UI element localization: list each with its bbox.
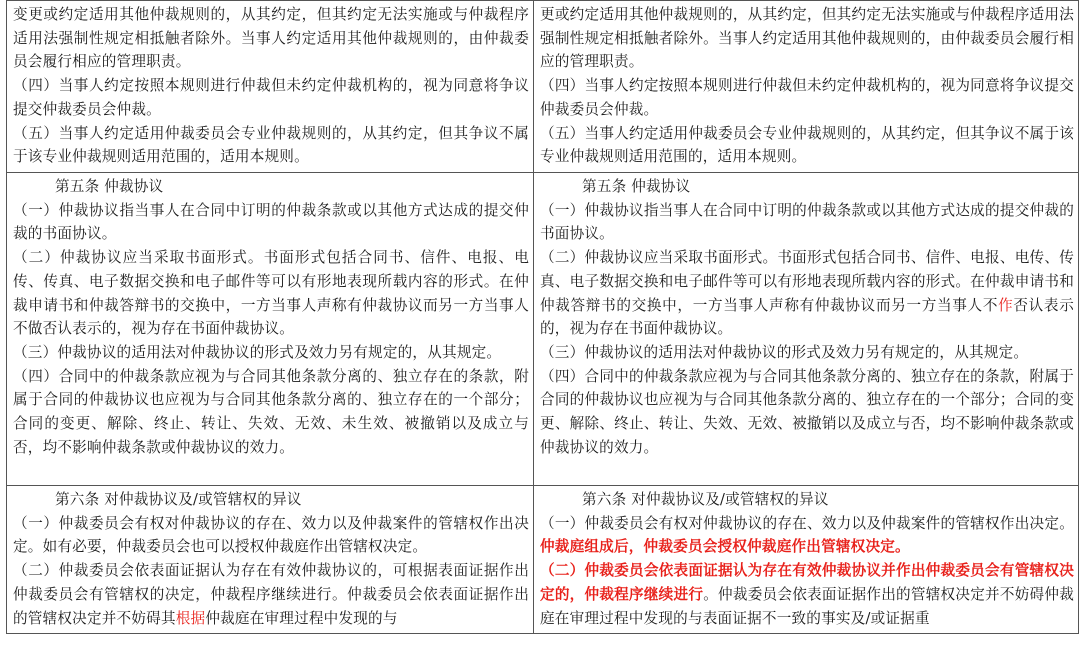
paragraph: （一）仲裁协议指当事人在合同中订明的仲裁条款或以其他方式达成的提交仲裁的书面协议。 [13, 201, 529, 243]
changed-text: 根据 [175, 609, 206, 627]
article-heading: 第五条 仲裁协议 [55, 178, 164, 195]
paragraph-text: 。仲裁委员会依表面证据作出的管辖权决定并不妨碍仲裁庭在审理过程中发现的与表面证据不一致的事实及/或证据重 [540, 585, 1074, 627]
changed-text: （二）仲裁委员会依表面证据认为存在有效仲裁协议并作出仲裁委员会有管辖权决定的，仲裁程序继续进行 [540, 562, 1074, 603]
old-text-cell [7, 486, 534, 634]
article-heading: 第五条 仲裁协议 [582, 178, 691, 195]
paragraph [540, 559, 1074, 630]
paragraph: （四）当事人约定按照本规则进行仲裁但未约定仲裁机构的，视为同意将争议提交仲裁委员会仲裁。 [540, 77, 1074, 118]
changed-text: 作 [998, 296, 1014, 314]
old-text-cell [7, 173, 534, 486]
paragraph-text: （二）仲裁协议应当采取书面形式。书面形式包括合同书、信件、电报、电传、传真、电子数据交换和电子邮件等可以有形地表现所载内容的形式。在仲裁申请书和仲裁答辩书的交换中，一方当事人声称有仲裁协议而另一方当事人不 [540, 249, 1074, 314]
paragraph-text: 仲裁庭在审理过程中发现的与 [205, 609, 398, 627]
table-row [7, 486, 1079, 634]
paragraph-text: 否认表示的，视为存在书面仲裁协议。 [540, 296, 1074, 338]
paragraph: （五）当事人约定适用仲裁委员会专业仲裁规则的，从其约定，但其争议不属于该专业仲裁规则适用范围的，适用本规则。 [540, 124, 1074, 166]
paragraph: （三）仲裁协议的适用法对仲裁协议的形式及效力另有规定的，从其规定。 [13, 343, 502, 361]
paragraph-text: （二）仲裁委员会依表面证据认为存在有效仲裁协议的，可根据表面证据作出仲裁委员会有管辖权的决定，仲裁程序继续进行。仲裁委员会依表面证据作出的管辖权决定并不妨碍其 [13, 562, 529, 627]
paragraph: （一）仲裁协议指当事人在合同中订明的仲裁条款或以其他方式达成的提交仲裁的书面协议。 [540, 201, 1074, 243]
paragraph-text: （一）仲裁委员会有权对仲裁协议的存在、效力以及仲裁案件的管辖权作出决定。 [540, 514, 1074, 532]
paragraph [540, 512, 1074, 559]
article-heading: 第六条 对仲裁协议及/或管辖权的异议 [582, 491, 829, 508]
old-text-cell [7, 1, 534, 173]
paragraph: （二）仲裁协议应当采取书面形式。书面形式包括合同书、信件、电报、电传、传真、电子数据交换和电子邮件等可以有形地表现所载内容的形式。在仲裁申请书和仲裁答辩书的交换中，一方当事人声称有仲裁协议而另一方当事人不做否认表示的，视为存在书面仲裁协议。 [13, 249, 529, 338]
table-row [7, 173, 1079, 486]
new-text-cell [534, 486, 1079, 634]
paragraph: （四）合同中的仲裁条款应视为与合同其他条款分离的、独立存在的条款，附属于合同的仲裁协议也应视为与合同其他条款分离的、独立存在的一个部分；合同的变更、解除、终止、转让、失效、无效、未生效、被撤销以及成立与否，均不影响仲裁条款或仲裁协议的效力。 [13, 367, 529, 456]
paragraph: （三）仲裁协议的适用法对仲裁协议的形式及效力另有规定的，从其规定。 [540, 343, 1029, 361]
new-text-cell [534, 1, 1079, 173]
comparison-table [6, 0, 1079, 634]
paragraph: （四）当事人约定按照本规则进行仲裁但未约定仲裁机构的，视为同意将争议提交仲裁委员会仲裁。 [13, 77, 529, 118]
paragraph: （一）仲裁委员会有权对仲裁协议的存在、效力以及仲裁案件的管辖权作出决定。如有必要，仲裁委员会也可以授权仲裁庭作出管辖权决定。 [13, 514, 529, 556]
table-row [7, 1, 1079, 173]
changed-text: 仲裁庭组成后，仲裁委员会授权仲裁庭作出管辖权决定。 [540, 538, 910, 556]
paragraph: （四）合同中的仲裁条款应视为与合同其他条款分离的、独立存在的条款，附属于合同的仲裁协议也应视为与合同其他条款分离的、独立存在的一个部分；合同的变更、解除、终止、转让、失效、无效、被撤销以及成立与否，均不影响仲裁条款或仲裁协议的效力。 [540, 367, 1074, 456]
paragraph: 更或约定适用其他仲裁规则的，从其约定，但其约定无法实施或与仲裁程序适用法强制性规定相抵触者除外。当事人约定适用其他仲裁规则的，由仲裁委员会履行相应的管理职责。 [540, 6, 1074, 71]
new-text-cell [534, 173, 1079, 486]
article-heading: 第六条 对仲裁协议及/或管辖权的异议 [55, 491, 302, 508]
paragraph [13, 559, 529, 630]
paragraph [540, 246, 1074, 341]
paragraph: 变更或约定适用其他仲裁规则的，从其约定，但其约定无法实施或与仲裁程序适用法强制性规定相抵触者除外。当事人约定适用其他仲裁规则的，由仲裁委员会履行相应的管理职责。 [13, 6, 529, 71]
paragraph: （五）当事人约定适用仲裁委员会专业仲裁规则的，从其约定，但其争议不属于该专业仲裁规则适用范围的，适用本规则。 [13, 124, 529, 166]
